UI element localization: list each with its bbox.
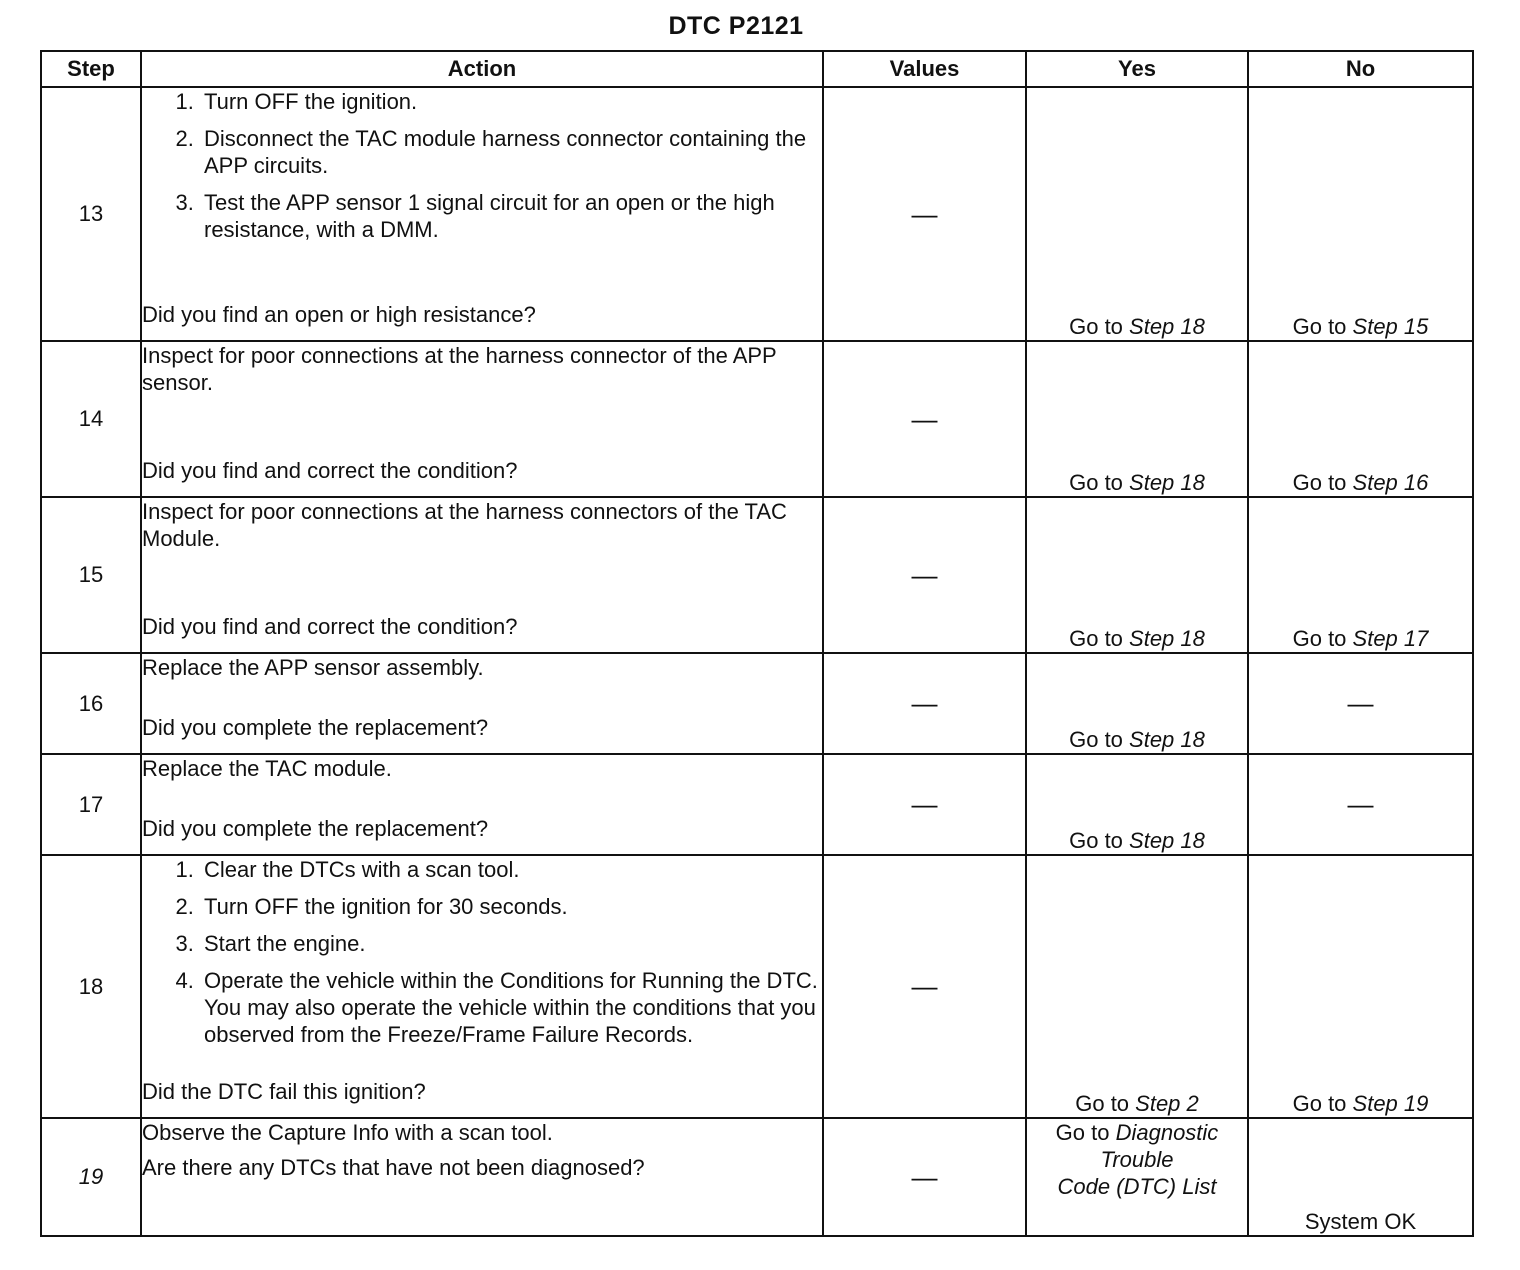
table-row — [41, 855, 1473, 1118]
values-cell: — — [823, 497, 1026, 653]
action-text: Inspect for poor connections at the harness connector of the APP sensor. — [142, 343, 777, 395]
values-cell: — — [823, 653, 1026, 754]
no-cell: Go to Step 17 — [1248, 497, 1473, 653]
yes-cell: Go to Step 18 — [1026, 497, 1248, 653]
step-link: Step 17 — [1352, 626, 1429, 651]
step-link: Step 2 — [1135, 1091, 1199, 1116]
table-row — [41, 653, 1473, 754]
no-cell: Go to Step 19 — [1248, 855, 1473, 1118]
no-cell: — — [1248, 653, 1473, 754]
values-cell: — — [823, 87, 1026, 341]
action-cell — [141, 754, 823, 855]
list-item: 1. Clear the DTCs with a scan tool. — [200, 856, 822, 883]
header-values: Values — [823, 51, 1026, 87]
step-link: Step 15 — [1352, 314, 1429, 339]
action-steps — [142, 88, 822, 243]
question-text: Did you find and correct the condition? — [142, 458, 518, 483]
header-row — [41, 51, 1473, 87]
step-link: Trouble — [1100, 1147, 1174, 1172]
list-item: 4. Operate the vehicle within the Conditions for Running the DTC. You may also operate the vehicle within the conditions that you observed from the Freeze/Frame Failure Records. — [200, 967, 822, 1048]
step-number: 15 — [41, 497, 141, 653]
step-number: 14 — [41, 341, 141, 497]
table-row — [41, 754, 1473, 855]
step-link: Code (DTC) List — [1057, 1174, 1217, 1199]
values-cell: — — [823, 1118, 1026, 1236]
table-row — [41, 1118, 1473, 1236]
question-text: Did you complete the replacement? — [142, 715, 489, 740]
yes-cell: Go to Step 18 — [1026, 653, 1248, 754]
yes-cell: Go to Step 18 — [1026, 341, 1248, 497]
step-number: 18 — [41, 855, 141, 1118]
step-link: Step 19 — [1352, 1091, 1429, 1116]
step-link: Step 18 — [1129, 727, 1205, 752]
step-number: 13 — [41, 87, 141, 341]
action-cell — [141, 653, 823, 754]
step-link: Step 18 — [1129, 626, 1205, 651]
page-title: DTC P2121 — [668, 12, 804, 40]
values-cell: — — [823, 341, 1026, 497]
yes-cell: Go to Diagnostic Trouble Code (DTC) List — [1026, 1118, 1248, 1236]
list-item: 3. Start the engine. — [200, 930, 822, 957]
action-cell — [141, 1118, 823, 1236]
no-cell: System OK — [1248, 1118, 1473, 1236]
yes-cell: Go to Step 18 — [1026, 754, 1248, 855]
table-row — [41, 87, 1473, 341]
step-link: Diagnostic — [1115, 1120, 1219, 1145]
header-step: Step — [41, 51, 141, 87]
step-link: Step 18 — [1129, 314, 1205, 339]
list-item: 1. Turn OFF the ignition. — [200, 88, 822, 115]
step-link: Step 18 — [1129, 828, 1205, 853]
values-cell: — — [823, 754, 1026, 855]
no-cell: Go to Step 16 — [1248, 341, 1473, 497]
no-cell: Go to Step 15 — [1248, 87, 1473, 341]
header-no: No — [1248, 51, 1473, 87]
question-text: Did you complete the replacement? — [142, 816, 489, 841]
action-cell — [141, 497, 823, 653]
list-item: 2. Turn OFF the ignition for 30 seconds. — [200, 893, 822, 920]
list-item: 3. Test the APP sensor 1 signal circuit for an open or the high resistance, with a DMM. — [200, 189, 822, 243]
list-item: 2. Disconnect the TAC module harness connector containing the APP circuits. — [200, 125, 822, 179]
question-text: Did you find and correct the condition? — [142, 614, 518, 639]
question-text: Did you find an open or high resistance? — [142, 302, 536, 327]
action-text: Observe the Capture Info with a scan tool. — [142, 1120, 553, 1145]
diagnostic-table — [40, 50, 1474, 1237]
step-number: 17 — [41, 754, 141, 855]
step-link: Step 16 — [1352, 470, 1429, 495]
yes-cell: Go to Step 2 — [1026, 855, 1248, 1118]
action-cell — [141, 855, 823, 1118]
question-text: Did the DTC fail this ignition? — [142, 1079, 426, 1104]
step-number: 19 — [41, 1118, 141, 1236]
action-steps — [142, 856, 822, 1048]
yes-cell: Go to Step 18 — [1026, 87, 1248, 341]
header-yes: Yes — [1026, 51, 1248, 87]
table-row — [41, 341, 1473, 497]
action-text: Replace the TAC module. — [142, 756, 392, 781]
table-row — [41, 497, 1473, 653]
action-text: Inspect for poor connections at the harness connectors of the TAC Module. — [142, 499, 787, 551]
action-cell — [141, 87, 823, 341]
step-number: 16 — [41, 653, 141, 754]
step-link: Step 18 — [1129, 470, 1205, 495]
values-cell: — — [823, 855, 1026, 1118]
action-text: Replace the APP sensor assembly. — [142, 655, 484, 680]
action-cell — [141, 341, 823, 497]
no-cell: — — [1248, 754, 1473, 855]
question-text: Are there any DTCs that have not been diagnosed? — [142, 1155, 645, 1180]
header-action: Action — [141, 51, 823, 87]
